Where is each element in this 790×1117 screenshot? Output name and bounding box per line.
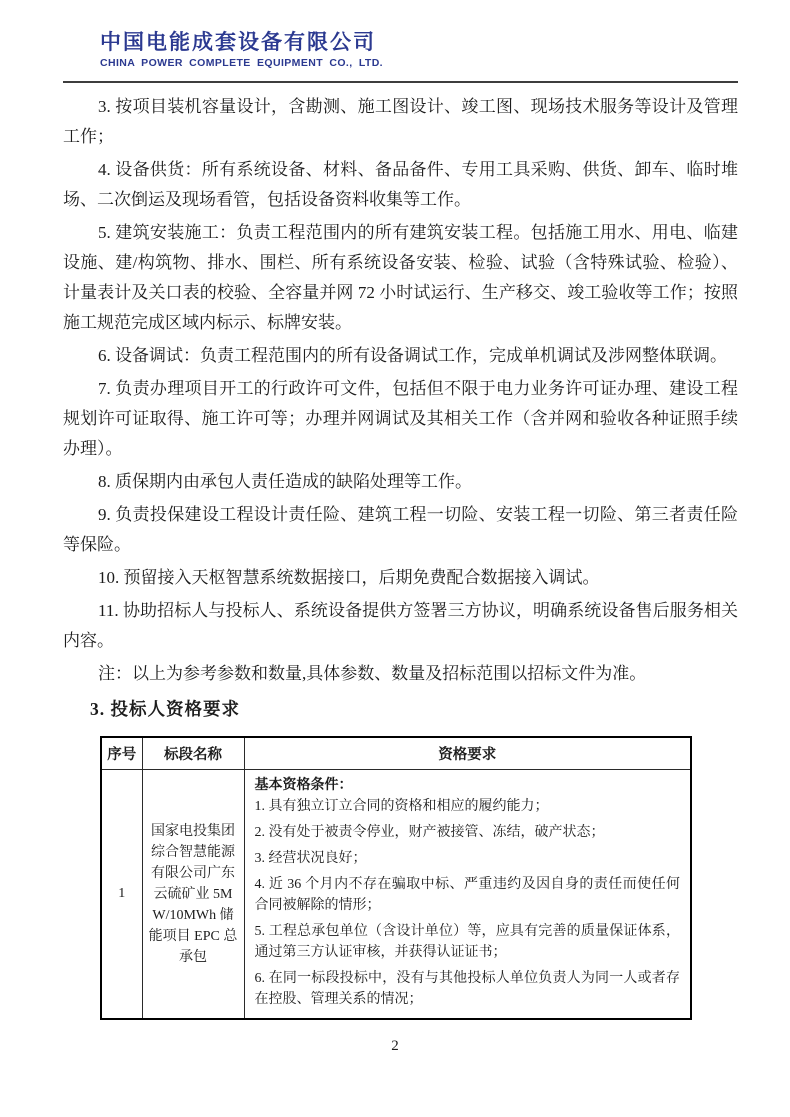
page-number: 2 bbox=[391, 1038, 399, 1054]
paragraph-10: 10. 预留接入天枢智慧系统数据接口，后期免费配合数据接入调试。 bbox=[98, 568, 600, 587]
requirement-item-2: 2. 没有处于被责令停业，财产被接管、冻结，破产状态； bbox=[254, 825, 605, 840]
cell-requirements bbox=[244, 770, 691, 1020]
paragraph-3: 3. 按项目装机容量设计，含勘测、施工图设计、竣工图、现场技术服务等设计及管理工作； bbox=[63, 97, 738, 146]
paragraph-7: 7. 负责办理项目开工的行政许可文件，包括但不限于电力业务许可证办理、建设工程规划许可证取得、施工许可等；办理并网调试及其相关工作（含并网和验收各种证照手续办理）。 bbox=[63, 379, 738, 458]
qualification-table bbox=[100, 736, 692, 1020]
requirement-item-5: 5. 工程总承包单位（含设计单位）等，应具有完善的质量保证体系，通过第三方认证审核，并获得认证证书； bbox=[254, 924, 680, 960]
paragraph-11: 11. 协助招标人与投标人、系统设备提供方签署三方协议，明确系统设备售后服务相关内容。 bbox=[63, 601, 738, 650]
cell-section-name: 国家电投集团综合智慧能源有限公司广东云硫矿业 5MW/10MWh 储能项目 EPC 总承包 bbox=[142, 770, 244, 1020]
company-name-en: CHINA POWER COMPLETE EQUIPMENT CO., LTD. bbox=[100, 57, 383, 69]
paragraph-5: 5. 建筑安装施工：负责工程范围内的所有建筑安装工程。包括施工用水、用电、临建设施、建/构筑物、排水、围栏、所有系统设备安装、检验、试验（含特殊试验、检验）、计量表计及关口表的校验、全容量并网 72 小时试运行、生产移交、竣工验收等工作；按照施工规范完成区域内标示、标牌安装。 bbox=[63, 223, 738, 332]
letterhead bbox=[63, 30, 738, 83]
company-name-cn: 中国电能成套设备有限公司 bbox=[100, 31, 376, 54]
requirement-item-1: 1. 具有独立订立合同的资格和相应的履约能力； bbox=[254, 799, 549, 814]
paragraph-4: 4. 设备供货：所有系统设备、材料、备品备件、专用工具采购、供货、卸车、临时堆场、二次倒运及现场看管，包括设备资料收集等工作。 bbox=[63, 160, 738, 209]
paragraph-9: 9. 负责投保建设工程设计责任险、建筑工程一切险、安装工程一切险、第三者责任险等保险。 bbox=[63, 505, 738, 554]
paragraph-8: 8. 质保期内由承包人责任造成的缺陷处理等工作。 bbox=[98, 472, 472, 491]
requirements-title: 基本资格条件： bbox=[254, 778, 353, 793]
table-row bbox=[101, 770, 691, 1020]
header-divider bbox=[63, 81, 738, 83]
document-body bbox=[63, 92, 738, 689]
qualification-table-wrap bbox=[100, 736, 738, 1020]
requirement-item-3: 3. 经营状况良好； bbox=[254, 851, 367, 866]
cell-serial-number: 1 bbox=[101, 770, 142, 1020]
paragraph-6: 6. 设备调试：负责工程范围内的所有设备调试工作，完成单机调试及涉网整体联调。 bbox=[98, 346, 727, 365]
col-header-no: 序号 bbox=[101, 737, 142, 770]
col-header-requirements: 资格要求 bbox=[244, 737, 691, 770]
col-header-section-name: 标段名称 bbox=[142, 737, 244, 770]
table-header-row bbox=[101, 737, 691, 770]
requirement-item-4: 4. 近 36 个月内不存在骗取中标、严重违约及因自身的责任而使任何合同被解除的情形； bbox=[254, 877, 680, 913]
section-heading: 3. 投标人资格要求 bbox=[90, 699, 240, 719]
note-line: 注：以上为参考参数和数量,具体参数、数量及招标范围以招标文件为准。 bbox=[98, 664, 647, 683]
requirement-item-6: 6. 在同一标段投标中，没有与其他投标人单位负责人为同一人或者存在控股、管理关系的情况； bbox=[254, 971, 680, 1007]
